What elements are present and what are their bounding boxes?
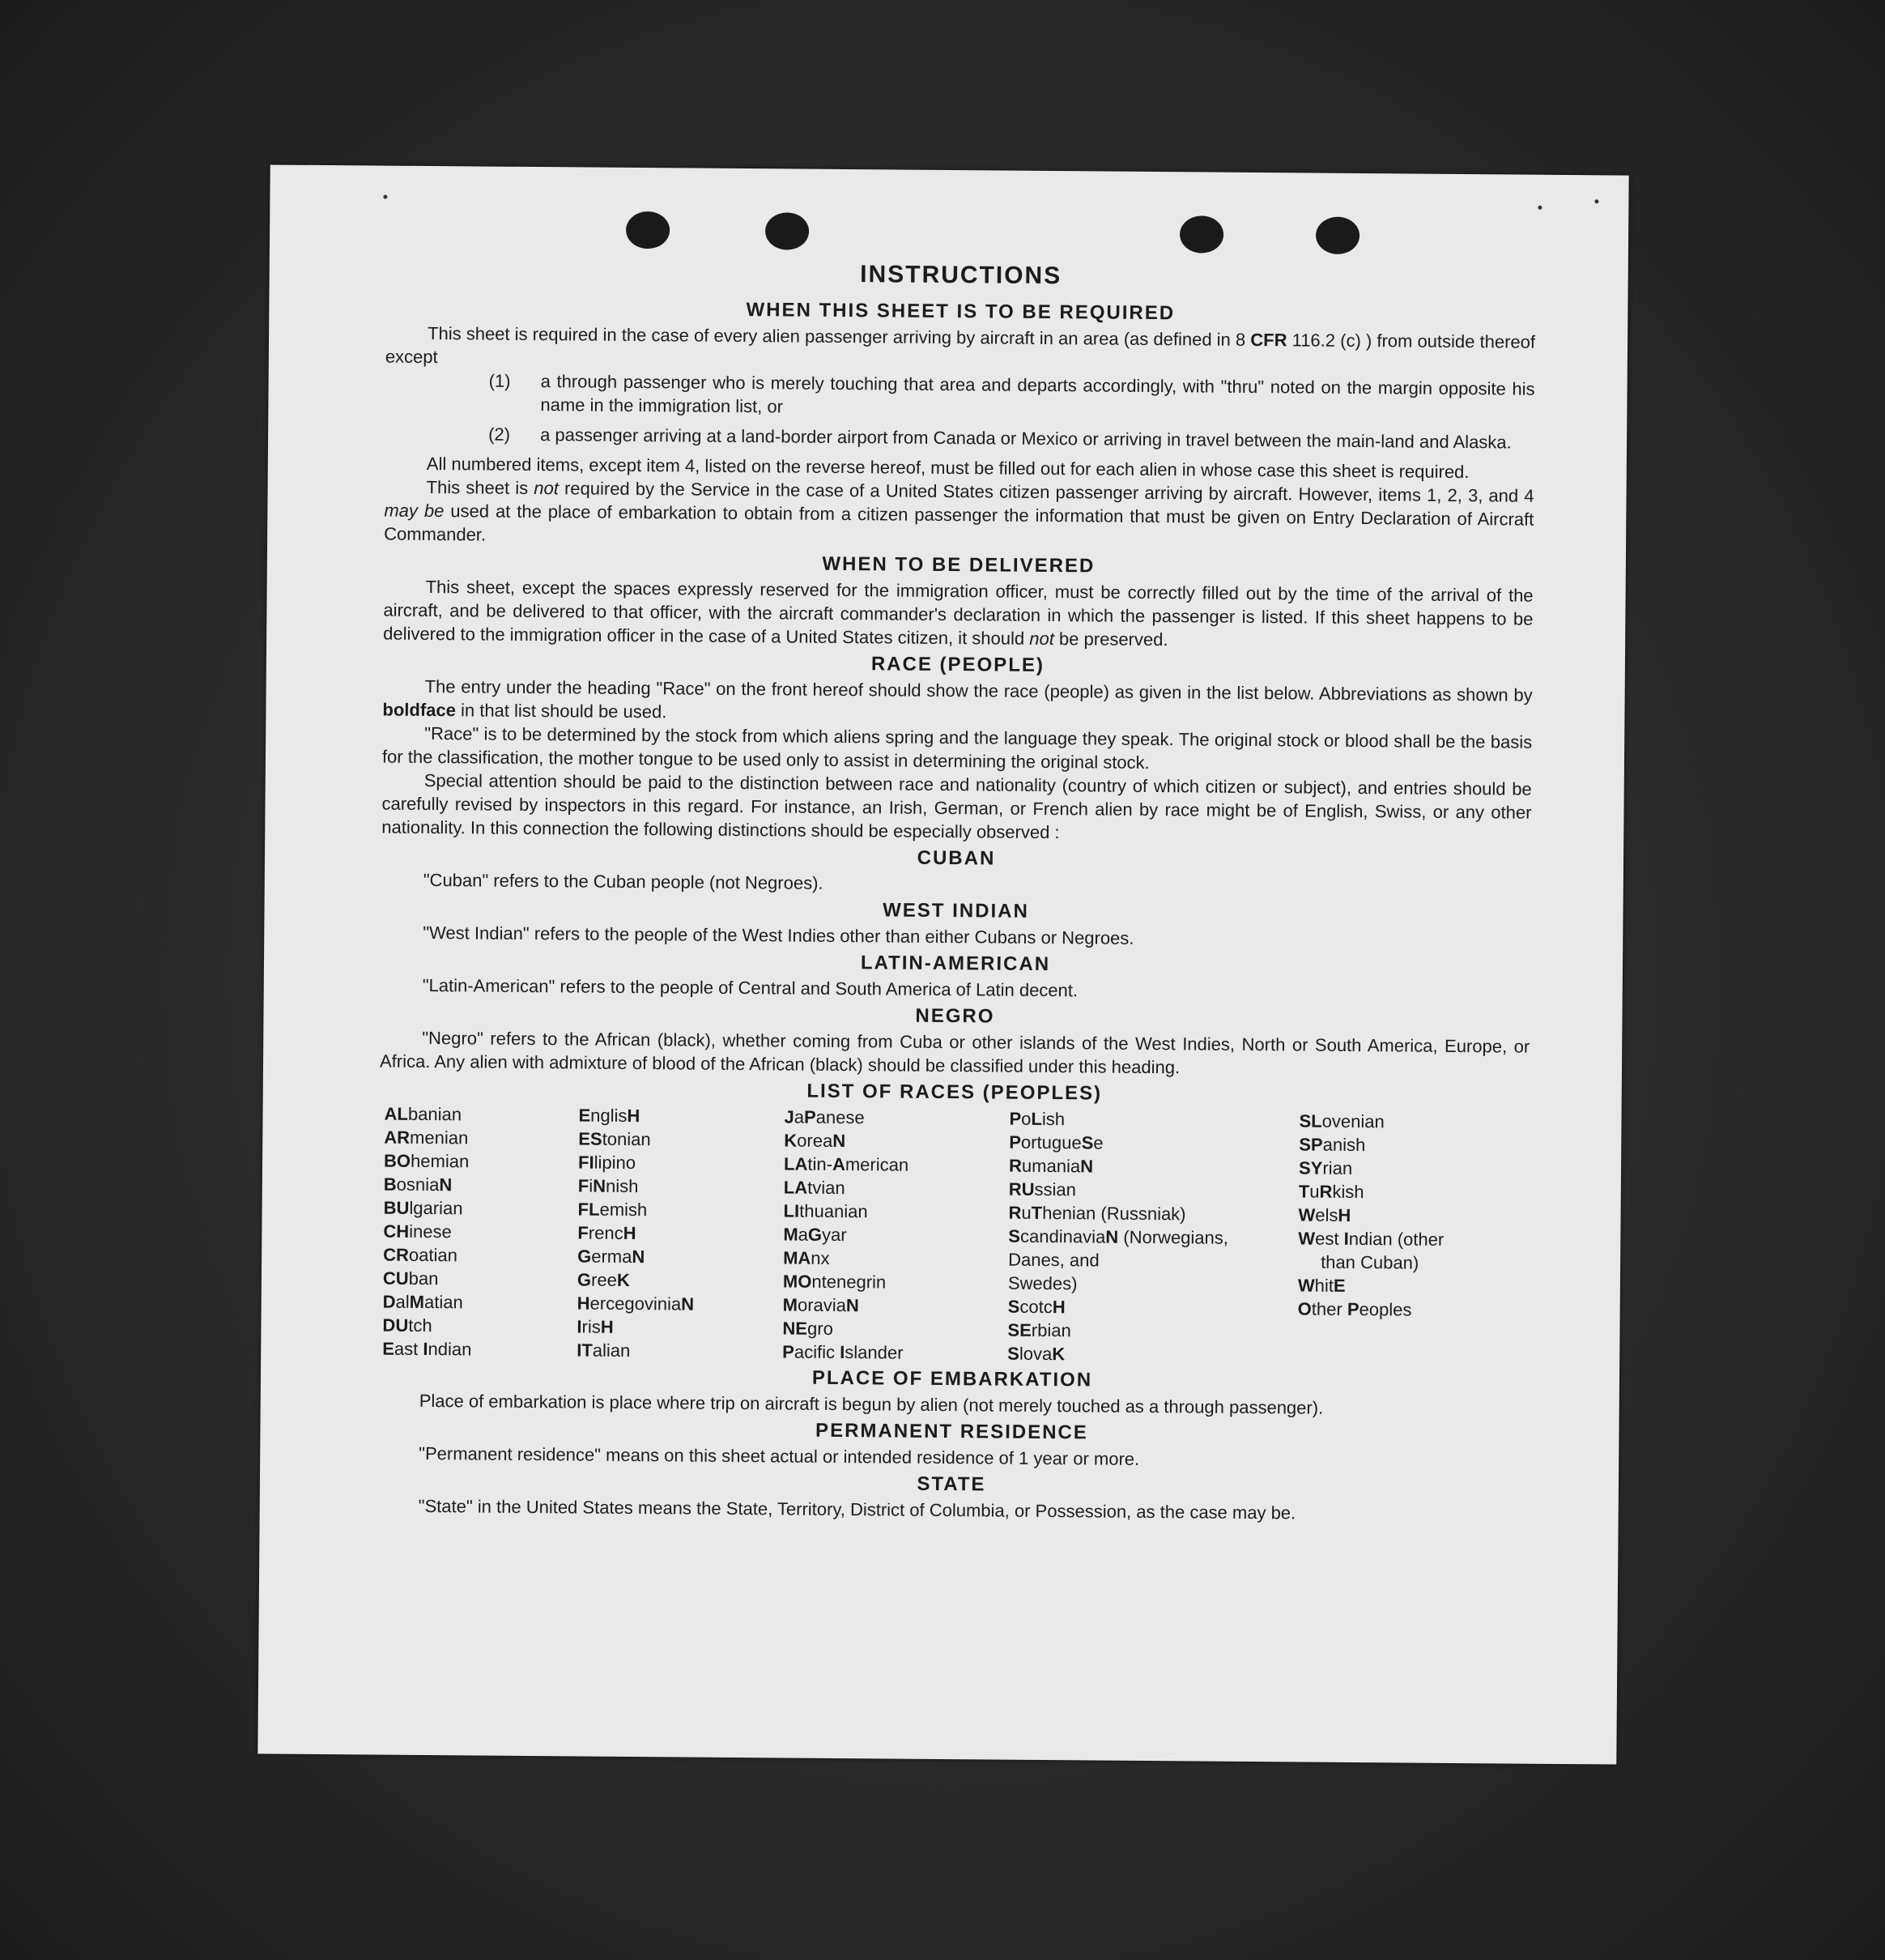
race-entry: LIthuanian <box>783 1200 868 1222</box>
race-entry: RumaniaN <box>1008 1155 1094 1177</box>
section-heading-latin-american: LATIN-AMERICAN <box>860 952 1051 976</box>
races-column <box>577 1103 696 1362</box>
race-entry: ScandinaviaN (Norwegians, <box>1008 1225 1229 1248</box>
document-sheet <box>257 164 1628 1764</box>
race-entry: BosniaN <box>383 1174 453 1195</box>
race-entry: DalMatian <box>382 1291 463 1313</box>
race-entry: MOntenegrin <box>782 1271 887 1293</box>
race-entry: Other Peoples <box>1297 1298 1412 1320</box>
race-entry: FiNnish <box>577 1175 639 1197</box>
races-list <box>377 1102 1529 1369</box>
punch-hole <box>765 212 809 249</box>
race-entry: SPanish <box>1299 1134 1366 1156</box>
section-heading-permanent-residence: PERMANENT RESIDENCE <box>815 1419 1088 1444</box>
race-paragraph: The entry under the heading "Race" on the front hereof should show the race (people) as given in the list below. Abbreviations as shown by boldface in that list should be used. <box>382 675 1533 722</box>
race-entry: ITalian <box>577 1340 631 1361</box>
race-entry: ALbanian <box>384 1103 462 1125</box>
races-column <box>782 1105 909 1364</box>
page-title: INSTRUCTIONS <box>860 261 1062 290</box>
race-entry: GreeK <box>577 1269 630 1290</box>
cuban-text: "Cuban" refers to the Cuban people (not Negroes). <box>423 869 823 893</box>
race-entry: PoLish <box>1009 1108 1066 1130</box>
race-entry: SLovenian <box>1299 1110 1385 1132</box>
race-entry: SlovaK <box>1007 1343 1066 1365</box>
numbered-items-paragraph: All numbered items, except item 4, listed on the reverse hereof, must be filled out for each alien in whose case this sheet is required. <box>426 453 1470 483</box>
race-entry: IrisH <box>577 1316 614 1337</box>
permanent-residence-text: "Permanent residence" means on this sheet actual or intended residence of 1 year or more. <box>419 1442 1140 1469</box>
race-entry: MaGyar <box>783 1224 847 1246</box>
race-entry: West Indian (other <box>1298 1228 1445 1250</box>
race-entry: EnglisH <box>578 1105 640 1127</box>
section-heading-place-of-embarkation: PLACE OF EMBARKATION <box>811 1366 1093 1391</box>
race-entry: ScotcH <box>1007 1296 1066 1318</box>
race-paragraph: "Race" is to be determined by the stock from which aliens spring and the language they speak. The original stock or blood shall be the basis for the classification, the mother tongue to be used only to assist in determining the original stock. <box>381 722 1533 773</box>
race-entry: FLemish <box>577 1199 648 1221</box>
race-entry: SErbian <box>1007 1319 1071 1341</box>
race-entry: CUban <box>382 1268 439 1289</box>
instructions-content <box>377 257 1536 1527</box>
section-heading-when-required: WHEN THIS SHEET IS TO BE REQUIRED <box>746 299 1176 325</box>
section-heading-west-indian: WEST INDIAN <box>883 899 1029 922</box>
punch-hole <box>1180 215 1223 253</box>
race-entry: DUtch <box>382 1314 432 1336</box>
race-entry: TuRkish <box>1298 1181 1364 1203</box>
race-entry: BUlgarian <box>383 1197 463 1219</box>
race-entry: WhitE <box>1297 1275 1346 1296</box>
negro-text: "Negro" refers to the African (black), whether coming from Cuba or other islands of the West Indies, North or South America, Europe, or Africa. Any alien with admixture of blood of the African (black) should be classified under this heading. <box>379 1027 1530 1078</box>
race-entry: than Cuban) <box>1321 1251 1419 1273</box>
place-of-embarkation-text: Place of embarkation is place where trip on aircraft is begun by alien (not merely touched as a through passenger). <box>419 1390 1324 1418</box>
exception-item: (1) a through passenger who is merely touching that area and departs accordingly, with "thru" noted on the margin opposite his name in the immigration list, or <box>488 370 1535 417</box>
race-entry: LAtvian <box>783 1177 845 1199</box>
section-heading-state: STATE <box>917 1472 986 1496</box>
race-entry: CRoatian <box>383 1244 458 1266</box>
punch-hole <box>1316 217 1359 254</box>
race-entry: Pacific Islander <box>782 1341 904 1363</box>
state-text: "State" in the United States means the State, Territory, District of Columbia, or Possession, as the case may be. <box>418 1495 1296 1523</box>
races-column <box>382 1102 474 1361</box>
races-column <box>1007 1107 1229 1367</box>
race-entry: GermaN <box>577 1246 645 1268</box>
race-entry: BOhemian <box>383 1150 470 1172</box>
citizen-paragraph: This sheet is not required by the Service in the case of a United States citizen passenger arriving by aircraft. However, items 1, 2, 3, and 4 may be used at the place of embarkation to obtain from a citizen passenger the information that must be given on Entry Declaration of Aircraft Commander. <box>384 476 1534 545</box>
race-paragraph: Special attention should be paid to the distinction between race and nationality (country of which citizen or subject), and entries should be carefully revised by inspectors in this regard. For instance, an Irish, German, or French alien by race might be of English, Swiss, or any other nationality. In this connection the following distinctions should be especially observed : <box>381 769 1532 843</box>
race-entry: NEgro <box>782 1318 833 1339</box>
section-heading-race: RACE (PEOPLE) <box>870 653 1045 676</box>
latin-american-text: "Latin-American" refers to the people of Central and South America of Latin decent. <box>422 974 1079 1001</box>
section-heading-list-of-races: LIST OF RACES (PEOPLES) <box>806 1080 1103 1105</box>
speck <box>1594 199 1598 203</box>
race-entry: ARmenian <box>384 1127 469 1148</box>
race-entry: FIlipino <box>577 1152 636 1174</box>
when-required-intro: This sheet is required in the case of every alien passenger arriving by aircraft in an area (as defined in 8 CFR 116.2 (c) ) from outside thereof except <box>385 322 1536 368</box>
race-entry: SYrian <box>1298 1157 1353 1178</box>
race-entry: MAnx <box>783 1247 830 1268</box>
race-entry: MoraviaN <box>782 1294 859 1316</box>
exception-item: (2) a passenger arriving at a land-border airport from Canada or Mexico or arriving in travel between the main-land and Alaska. <box>488 424 1512 453</box>
west-indian-text: "West Indian" refers to the people of the West Indies other than either Cubans or Negroes. <box>423 922 1134 948</box>
speck <box>1538 206 1542 210</box>
speck <box>383 195 387 199</box>
race-entry: PortugueSe <box>1009 1131 1104 1153</box>
race-entry: Danes, and <box>1008 1249 1100 1271</box>
race-entry: HercegoviniaN <box>577 1293 695 1314</box>
punch-hole <box>626 211 670 249</box>
race-entry: JaPanese <box>784 1106 865 1128</box>
race-entry: KoreaN <box>784 1130 846 1152</box>
race-entry: FrencH <box>577 1222 636 1244</box>
race-entry: LAtin-American <box>783 1153 909 1175</box>
race-entry: WelsH <box>1298 1204 1351 1225</box>
race-entry: CHinese <box>383 1221 452 1242</box>
race-entry: RUssian <box>1008 1178 1077 1200</box>
races-column <box>1298 1109 1445 1321</box>
race-entry: East Indian <box>382 1338 472 1360</box>
section-heading-when-delivered: WHEN TO BE DELIVERED <box>822 552 1096 577</box>
race-entry: EStonian <box>578 1128 651 1150</box>
section-heading-negro: NEGRO <box>915 1004 995 1028</box>
race-entry: Swedes) <box>1007 1272 1078 1294</box>
when-delivered-text: This sheet, except the spaces expressly reserved for the immigration officer, must be correctly filled out by the time of the arrival of the aircraft, and be delivered to that officer, with the aircraft commander's declaration in which the passenger is listed. If this sheet happens to be delivered to the immigration officer in the case of a United States citizen, it should not be preserved. <box>383 576 1534 650</box>
section-heading-cuban: CUBAN <box>917 846 996 870</box>
race-entry: RuThenian (Russniak) <box>1008 1202 1186 1225</box>
